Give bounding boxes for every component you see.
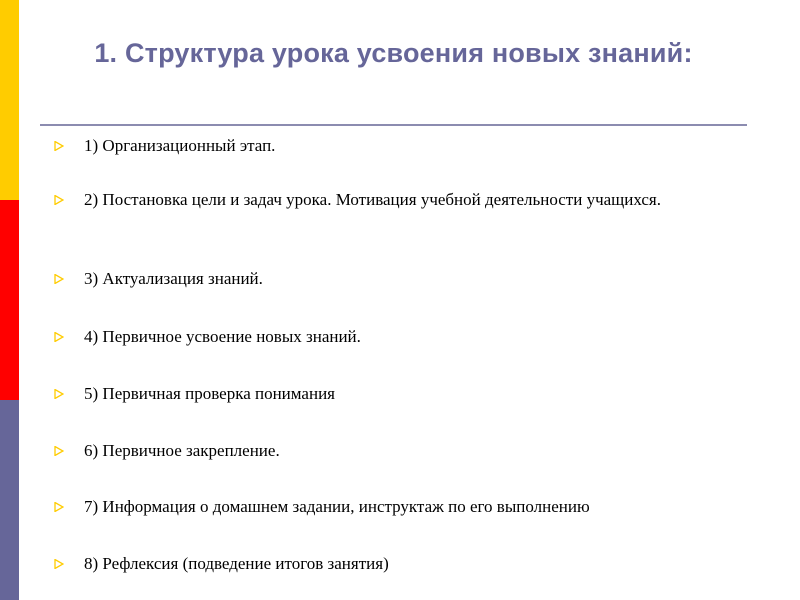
triangle-bullet-icon <box>54 274 64 284</box>
list-item-text: 7) Информация о домашнем задании, инструктаж по его выполнению <box>84 497 590 516</box>
list-item-text: 2) Постановка цели и задач урока. Мотивация учебной деятельности учащихся. <box>84 190 661 209</box>
list-item <box>54 551 734 576</box>
triangle-bullet-icon <box>54 141 64 151</box>
slide-title: 1. Структура урока усвоения новых знаний: <box>94 38 693 68</box>
list-item <box>54 266 734 291</box>
list-item-text: 6) Первичное закрепление. <box>84 441 280 460</box>
list-item <box>54 381 734 406</box>
list-item <box>54 494 734 519</box>
list-item-text: 1) Организационный этап. <box>84 136 276 155</box>
triangle-bullet-icon <box>54 502 64 512</box>
triangle-bullet-icon <box>54 332 64 342</box>
list-item <box>54 438 734 463</box>
list-item <box>54 133 734 158</box>
side-accent-bar-yellow <box>0 0 19 200</box>
title-divider <box>40 124 747 126</box>
list-item <box>54 324 734 349</box>
list-item-text: 8) Рефлексия (подведение итогов занятия) <box>84 554 389 573</box>
side-accent-bar-red <box>0 200 19 400</box>
list-item-text: 5) Первичная проверка понимания <box>84 384 335 403</box>
triangle-bullet-icon <box>54 389 64 399</box>
list-item-text: 3) Актуализация знаний. <box>84 269 263 288</box>
triangle-bullet-icon <box>54 446 64 456</box>
list-item <box>54 187 734 212</box>
triangle-bullet-icon <box>54 559 64 569</box>
list-item-text: 4) Первичное усвоение новых знаний. <box>84 327 361 346</box>
side-accent-bar-purple <box>0 400 19 600</box>
triangle-bullet-icon <box>54 195 64 205</box>
